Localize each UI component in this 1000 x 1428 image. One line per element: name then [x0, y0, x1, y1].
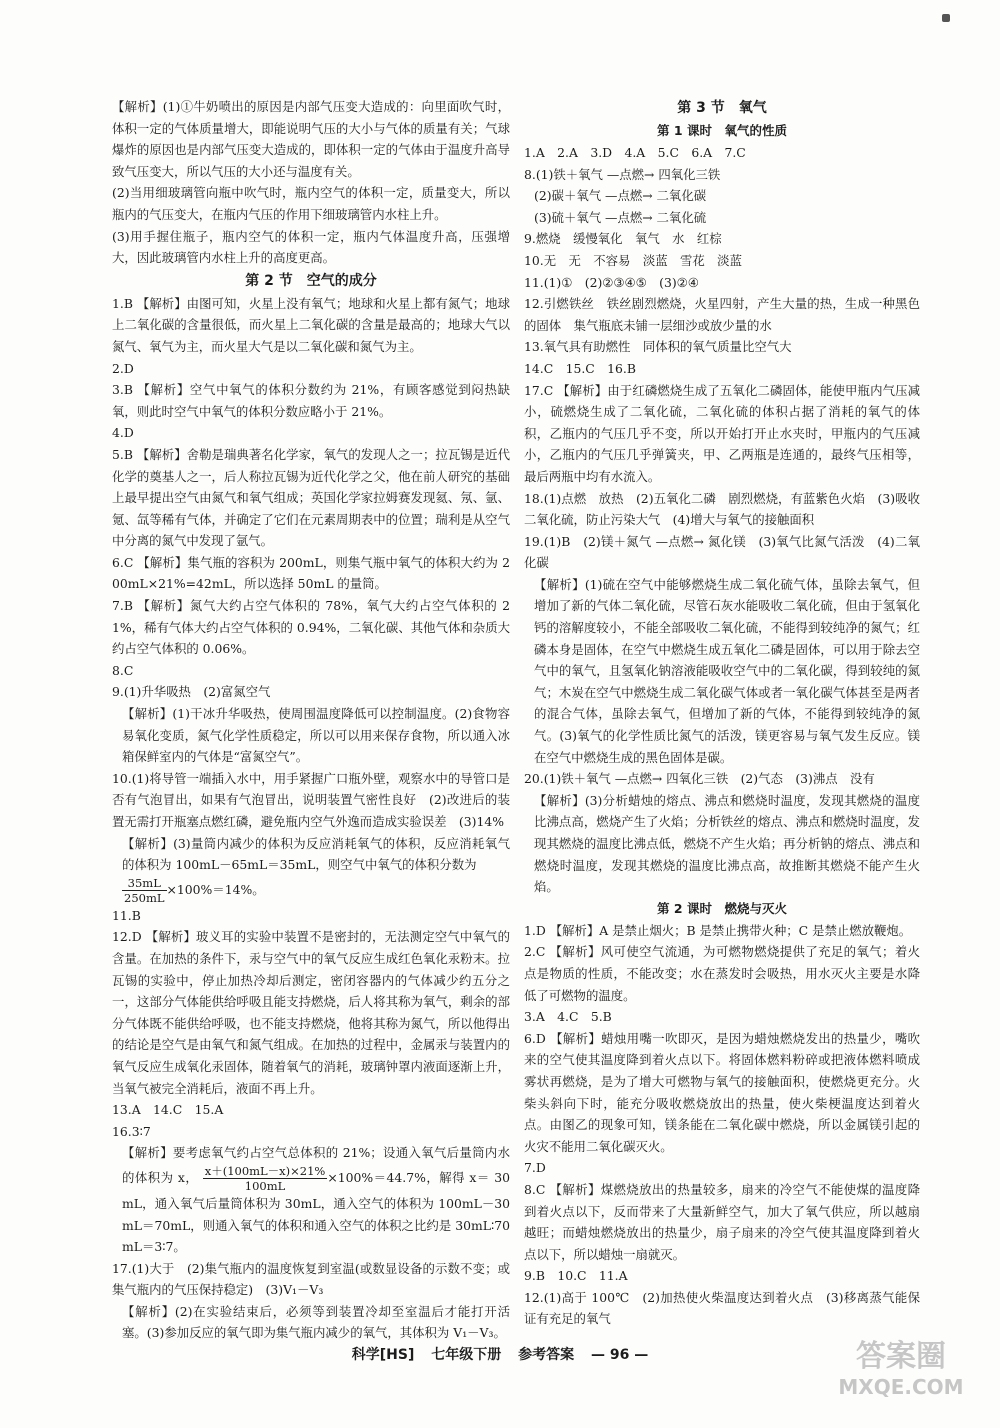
fraction: $\frac{35mL}{250mL}$ [124, 875, 165, 905]
answer-item: 19.(1)B (2)镁＋氮气 —点燃→ 氮化镁 (3)氧气比氮气活泼 (4)二氧化碳 [524, 533, 920, 571]
answer-item: 5.B 【解析】舍勒是瑞典著名化学家，氧气的发现人之一；拉瓦锡是近代化学的奠基人之一，后人称拉瓦锡为近代化学之父，他在前人研究的基础上最早提出空气由氮气和氧气组成；英国化学家拉姆赛发现氦、氖、氩、氪、氙等稀有气体，并确定了它们在元素周期表中的位置；瑞利是从空气中分离的氮气中发现了氩气。 [112, 446, 510, 549]
answer-item: 6.D 【解析】蜡烛用嘴一吹即灭，是因为蜡烛燃烧发出的热量少，嘴吹来的空气使其温度降到着火点以下。将固体燃料粉碎或把液体燃料喷成雾状再燃烧，是为了增大可燃物与氧气的接触面积，使燃烧更充分。火柴头斜向下时，能充分吸收燃烧放出的热量，使火柴梗温度达到着火点。由图乙的现象可知，镁条能在二氧化碳中燃烧，所以金属镁引起的火灾不能用二氧化碳灭火。 [524, 1030, 920, 1154]
watermark-en: MXQE.COM [838, 1375, 964, 1399]
footer-subject: 科学[HS] [351, 1347, 415, 1363]
footer-grade: 七年级下册 [431, 1347, 502, 1363]
answer-item: 18.(1)点燃 放热 (2)五氧化二磷 剧烈燃烧，有蓝紫色火焰 (3)吸收二氧化硫，防止污染大气 (4)增大与氧气的接触面积 [524, 490, 920, 528]
intro-analysis-3: (3)用手握住瓶子，瓶内空气的体积一定，瓶内气体温度升高，压强增大，因此玻璃管内水柱上升的高度更高。 [112, 228, 510, 266]
analysis-17: 【解析】(2)在实验结束后，必须等到装置冷却至室温后才能打开活塞。(3)参加反应的氧气即为集气瓶内减少的氧气，其体积为 V₁－V₃。 [122, 1303, 510, 1341]
answer-item: 12.D 【解析】玻义耳的实验中装置不是密封的，无法测定空气中氧气的含量。在加热的条件下，汞与空气中的氧气反应生成红色氧化汞粉末。拉瓦锡的实验中，停止加热冷却后测定，密闭容器内的气体减少约五分之一，这部分气体能供给呼吸且能支持燃烧，后人将其称为氧气，剩余的部分气体既不能供给呼吸，也不能支持燃烧，他将其称为氮气，所以他得出的结论是空气是由氧气和氮气组成。在加热的过程中，金属汞与装置内的氧气反应生成氧化汞固体，随着氧气的消耗，玻璃钟罩内液面逐渐上升，当氧气被完全消耗后，液面不再上升。 [112, 929, 510, 1096]
analysis-16: 【解析】要考虑氧气约占空气总体积的 21%；设通入氧气后量筒内水的体积为 x， $\frac{x+(100mL-x)\times 21\%}{100mL}$ ×100%＝44.7%，解得 x＝ 30mL，通入氧气后量筒体积为 30mL，通入空气的体积为 100mL－30mL＝70mL，则通入氧气的体积和通入空气的体积之比约是 30mL∶70mL＝3∶7。 [122, 1145, 510, 1255]
lesson-1-title: 第 1 课时 氧气的性质 [657, 123, 787, 138]
answer-item: 11.(1)① (2)②③④⑤ (3)②④ [524, 274, 699, 290]
answer-item: 1.D 【解析】A 是禁止烟火；B 是禁止携带火种；C 是禁止燃放鞭炮。 [524, 922, 912, 938]
answer-item: 13.氧气具有助燃性 同体积的氧气质量比空气大 [524, 339, 792, 355]
answer-item: 9.B 10.C 11.A [524, 1268, 628, 1284]
intro-analysis-1: 【解析】(1)①牛奶喷出的原因是内部气压变大造成的：向里面吹气时，体积一定的气体质量增大，即能说明气压的大小与气体的质量有关；气球爆炸的原因也是内部气压变大造成的，即体积一定的气体由于温度升高导致气压变大，所以气压的大小还与温度有关。 [112, 99, 510, 179]
page-number: — 96 — [591, 1347, 649, 1363]
answer-item: 12.引燃铁丝 铁丝剧烈燃烧，火星四射，产生大量的热，生成一种黑色的固体 集气瓶底未铺一层细沙或放少量的水 [524, 296, 920, 333]
answer-item: 16.3∶7 [112, 1123, 151, 1139]
answer-item: 6.C 【解析】集气瓶的容积为 200mL，则集气瓶中氧气的体积大约为 200mL×21%=42mL，所以选择 50mL 的量筒。 [112, 554, 510, 592]
answer-item: 1.B 【解析】由图可知，火星上没有氧气；地球和火星上都有氮气；地球上二氧化碳的含量很低，而火星上二氧化碳的含量是最高的；地球大气以氮气、氧气为主，而火星大气是以二氧化碳和氮气为主。 [112, 295, 510, 354]
answer-item: 20.(1)铁＋氧气 —点燃→ 四氧化三铁 (2)气态 (3)沸点 没有 [524, 771, 875, 787]
answer-item: 10.无 无 不容易 淡蓝 雪花 淡蓝 [524, 252, 742, 268]
answer-item: (2)碳＋氧气 —点燃→ 二氧化碳 [534, 188, 707, 204]
answer-item: 7.B 【解析】氮气大约占空气体积的 78%，氧气大约占空气体积的 21%，稀有气体大约占空气体积的 0.94%，二氧化碳、其他气体和杂质大约占空气体积的 0.06%。 [112, 598, 510, 657]
analysis-10: 【解析】(3)量筒内减少的体积为反应消耗氧气的体积，反应消耗氧气的体积为 100mL－65mL＝35mL，则空气中氧气的体积分数为 [122, 835, 510, 873]
formula-10: $\frac{35mL}{250mL}$ ×100%＝14%。 [124, 875, 265, 905]
answer-item: (3)硫＋氧气 —点燃→ 二氧化硫 [534, 209, 707, 225]
analysis-9: 【解析】(1)干冰升华吸热，使周围温度降低可以控制温度。(2)食物容易氧化变质，氮气化学性质稳定，所以可以用来保存食物，所以通入冰箱保鲜室内的气体是“富氮空气”。 [122, 706, 510, 765]
answer-item: 2.D [112, 360, 134, 376]
answer-item: 11.B [112, 907, 141, 923]
section-title-2: 第 2 节 空气的成分 [245, 272, 377, 289]
right-column [524, 96, 920, 1330]
watermark-logo [826, 1332, 976, 1402]
answer-item: 4.D [112, 425, 134, 441]
answer-item: 14.C 15.C 16.B [524, 360, 636, 376]
fraction: $\frac{x+(100mL-x)\times 21\%}{100mL}$ [204, 1163, 326, 1193]
lesson-2-title: 第 2 课时 燃烧与灭火 [657, 900, 787, 916]
answer-item: 8.(1)铁＋氧气 —点燃→ 四氧化三铁 [524, 166, 721, 182]
answer-item: 1.A 2.A 3.D 4.A 5.C 6.A 7.C [524, 145, 746, 160]
answer-item: 8.C 【解析】煤燃烧放出的热量较多，扇来的冷空气不能使煤的温度降到着火点以下，反而带来了大量新鲜空气，加大了氧气供应，所以越扇越旺；而蜡烛燃烧放出的热量少，扇子扇来的冷空气使其温度降到着火点以下，所以蜡烛一扇就灭。 [524, 1181, 920, 1262]
answer-item: 12.(1)高于 100℃ (2)加热使火柴温度达到着火点 (3)移离蒸气能保证有充足的氧气 [524, 1289, 920, 1327]
answer-item: 7.D [524, 1160, 546, 1176]
answer-item: 17.(1)大于 (2)集气瓶内的温度恢复到室温(或数显设备的示数不变；或集气瓶内的气压保持稳定) (3)V₁－V₃ [112, 1260, 510, 1298]
footer-label: 参考答案 [518, 1347, 575, 1363]
scan-mark [942, 14, 950, 22]
intro-analysis-2: (2)当用细玻璃管向瓶中吹气时，瓶内空气的体积一定，质量变大，所以瓶内的气压变大，在瓶内气压的作用下细玻璃管内水柱上升。 [112, 185, 510, 222]
answer-item: 2.C 【解析】风可使空气流通，为可燃物燃烧提供了充足的氧气；着火点是物质的性质，不能改变；水在蒸发时会吸热，用水灭火主要是水降低了可燃物的温度。 [524, 944, 920, 1003]
answer-item: 13.A 14.C 15.A [112, 1102, 224, 1118]
answer-item: 3.B 【解析】空气中氧气的体积分数约为 21%，有顾客感觉到闷热缺氧，则此时空气中氧气的体积分数应略小于 21%。 [112, 382, 510, 419]
answer-item: 9.燃烧 缓慢氧化 氧气 水 红棕 [524, 231, 722, 247]
answer-item: 17.C 【解析】由于红磷燃烧生成了五氧化二磷固体，能使甲瓶内气压减小，硫燃烧生成了二氧化硫，二氧化硫的体积占据了消耗的氧气的体积，乙瓶内的气压几乎不变，所以开始打开止水夹时，甲瓶内的气压减小，乙瓶内的气压几乎弹簧夹，甲、乙两瓶是连通的，最终气压相等，最后两瓶中均有水流入。 [524, 382, 920, 484]
answer-item: 3.A 4.C 5.B [524, 1009, 612, 1025]
analysis-19: 【解析】(1)硫在空气中能够燃烧生成二氧化硫气体，虽除去氧气，但增加了新的气体二氧化硫，尽管石灰水能吸收二氧化硫，但由于氢氧化钙的溶解度较小，不能全部吸收二氧化硫，不能得到较纯净的氮气；红磷本身是固体，在空气中燃烧生成五氧化二磷是固体，可以用于除去空气中的氧气，且氢氧化钠溶液能吸收空气中的二氧化碳，得到较纯的氮气；木炭在空气中燃烧生成二氧化碳气体或者一氧化碳气体甚至是两者的混合气体，虽除去氧气，但增加了新的气体，不能得到较纯净的氮气。(3)氧气的化学性质比氮气的活泼，镁更容易与氧气发生反应。镁在空气中燃烧生成的黑色固体是碳。 [534, 576, 920, 765]
watermark-cn: 答案圈 [856, 1339, 946, 1374]
answer-item: 9.(1)升华吸热 (2)富氮空气 [112, 684, 271, 700]
answer-item: 8.C [112, 662, 134, 678]
section-title-3: 第 3 节 氧气 [677, 100, 767, 116]
analysis-20: 【解析】(3)分析蜡烛的熔点、沸点和燃烧时温度，发现其燃烧的温度比沸点高，燃烧产生了火焰；分析铁丝的熔点、沸点和燃烧时温度，发现其燃烧的温度比沸点低，燃烧不产生火焰；再分析钠的熔点、沸点和燃烧时温度，发现其燃烧的温度比沸点高，故推断其燃烧不能产生火焰。 [534, 792, 920, 895]
answer-item: 10.(1)将导管一端插入水中，用手紧握广口瓶外壁，观察水中的导管口是否有气泡冒出，如果有气泡冒出，说明装置气密性良好 (2)改进后的装置无需打开瓶塞点燃红磷，避免瓶内空气外逸而造成实验误差 (3)14% [112, 770, 510, 829]
left-column [112, 96, 510, 1344]
